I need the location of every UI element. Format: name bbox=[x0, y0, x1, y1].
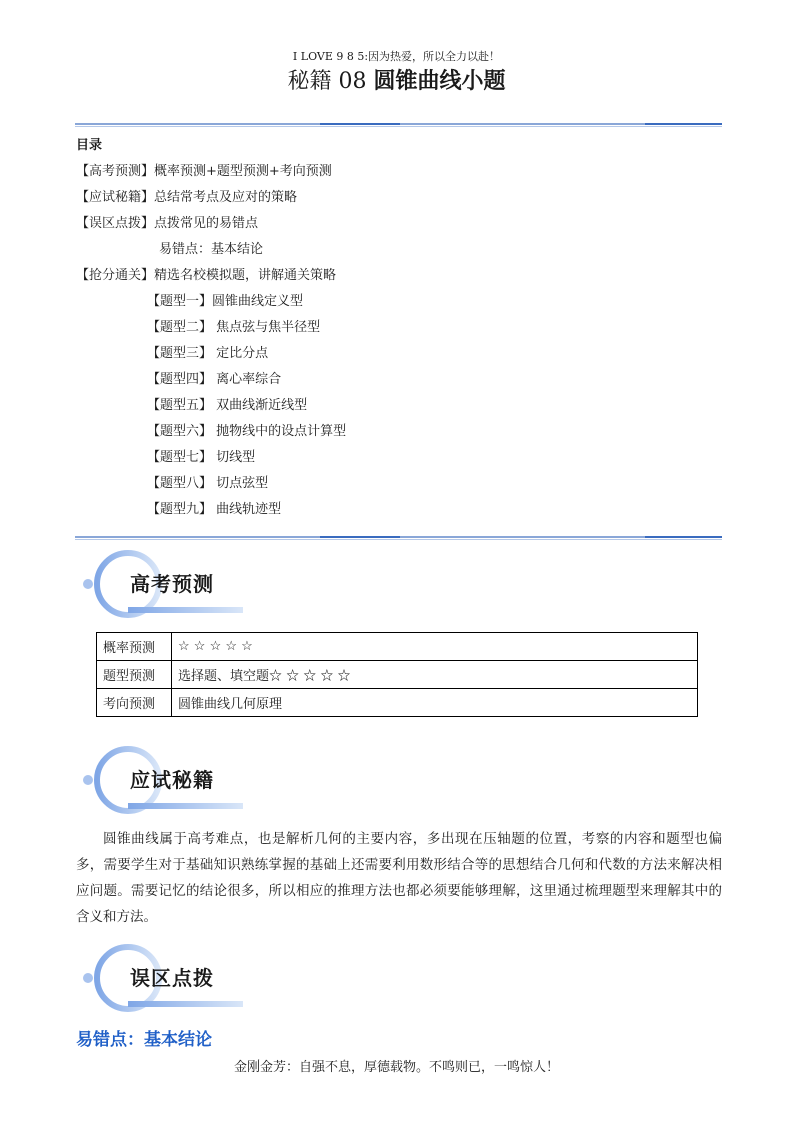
toc-item-secret: 【应试秘籍】总结常考点及应对的策略 bbox=[76, 190, 298, 205]
toc-item-predict: 【高考预测】概率预测+题型预测+考向预测 bbox=[76, 164, 332, 179]
title-text: 圆锥曲线小题 bbox=[373, 69, 506, 94]
table-row bbox=[97, 689, 698, 717]
toc-type-item: 【题型七】 切线型 bbox=[147, 450, 256, 465]
section-banner-secret bbox=[82, 744, 252, 814]
toc-type-item: 【题型九】 曲线轨迹型 bbox=[147, 502, 282, 517]
section-title-errors: 误区点拨 bbox=[130, 966, 214, 990]
toc-item-practice: 【抢分通关】精选名校模拟题，讲解通关策略 bbox=[76, 268, 337, 283]
toc-type-item: 【题型五】 双曲线渐近线型 bbox=[147, 398, 308, 413]
toc-type-item: 【题型四】 离心率综合 bbox=[147, 372, 282, 387]
toc-item-errors: 【误区点拨】点拨常见的易错点 bbox=[76, 216, 259, 231]
header-tagline: I LOVE 9 8 5:因为热爱，所以全力以赴！ bbox=[292, 50, 501, 63]
toc-type-item: 【题型二】 焦点弦与焦半径型 bbox=[147, 320, 321, 335]
section-banner-errors bbox=[82, 942, 252, 1012]
toc-item-error-point: 易错点：基本结论 bbox=[159, 242, 264, 257]
table-cell-label: 考向预测 bbox=[97, 689, 172, 717]
section-banner-predict bbox=[82, 548, 252, 618]
toc-type-item: 【题型三】 定比分点 bbox=[147, 346, 269, 361]
table-cell-label: 概率预测 bbox=[97, 633, 172, 661]
table-row bbox=[97, 633, 698, 661]
error-point-title: 易错点：基本结论 bbox=[76, 1030, 212, 1050]
footer-motto: 金刚金芳：自强不息，厚德载物。不鸣则已，一鸣惊人！ bbox=[233, 1060, 559, 1075]
section-title-predict: 高考预测 bbox=[130, 572, 214, 596]
toc-type-item: 【题型一】圆锥曲线定义型 bbox=[147, 294, 304, 309]
section-title-secret: 应试秘籍 bbox=[130, 768, 214, 792]
toc-divider bbox=[75, 536, 722, 542]
toc-heading: 目录 bbox=[76, 138, 103, 153]
toc-type-item: 【题型八】 切点弦型 bbox=[147, 476, 269, 491]
table-row bbox=[97, 661, 698, 689]
top-divider bbox=[75, 123, 722, 129]
secret-paragraph: 圆锥曲线属于高考难点，也是解析几何的主要内容，多出现在压轴题的位置，考察的内容和题型也偏多，需要学生对于基础知识熟练掌握的基础上还需要利用数形结合等的思想结合几何和代数的方法来解决相应问题。需要记忆的结论很多，所以相应的推理方法也都必须要能够理解，这里通过梳理题型来理解其中的含义和方法。 bbox=[76, 831, 722, 925]
table-cell-value: ☆ ☆ ☆ ☆ ☆ bbox=[172, 633, 698, 661]
prediction-table bbox=[96, 632, 698, 717]
table-cell-value: 选择题、填空题☆ ☆ ☆ ☆ ☆ bbox=[172, 661, 698, 689]
table-cell-label: 题型预测 bbox=[97, 661, 172, 689]
table-cell-value: 圆锥曲线几何原理 bbox=[172, 689, 698, 717]
toc-type-item: 【题型六】 抛物线中的设点计算型 bbox=[147, 424, 347, 439]
title-number: 秘籍 08 bbox=[287, 69, 374, 94]
document-title bbox=[0, 64, 793, 95]
